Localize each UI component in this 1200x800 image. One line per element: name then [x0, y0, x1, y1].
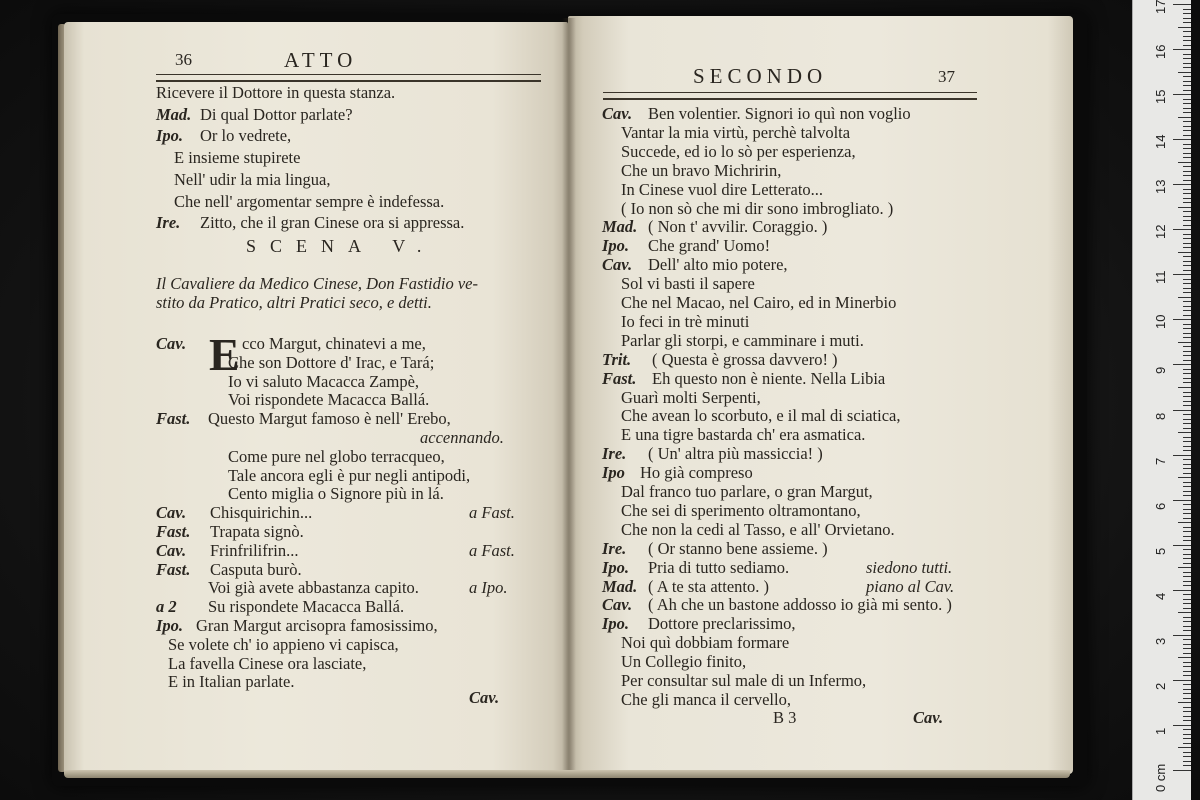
ruler-tick [1183, 369, 1191, 370]
ruler-tick [1178, 117, 1191, 118]
ruler-number: 14 [1153, 134, 1168, 150]
ruler-tick [1183, 581, 1191, 582]
ruler-tick [1183, 225, 1191, 226]
speaker-label: a 2 [156, 597, 177, 617]
ruler-tick [1183, 446, 1191, 447]
ruler-number: 15 [1153, 89, 1168, 105]
ruler-tick [1183, 392, 1191, 393]
ruler-tick [1183, 9, 1191, 10]
ruler-tick [1178, 162, 1191, 163]
ruler-tick [1183, 486, 1191, 487]
ruler-tick [1183, 720, 1191, 721]
ruler-number: 7 [1153, 457, 1168, 465]
verse-line: Noi quì dobbiam formare [621, 633, 790, 653]
verse-line: Gran Margut arcisopra famosissimo, [196, 616, 438, 635]
ruler-tick [1183, 626, 1191, 627]
ruler-tick [1173, 229, 1191, 230]
ruler-tick [1183, 639, 1191, 640]
speaker-label: Ire. [602, 444, 627, 464]
stage-aside: a Fast. [469, 503, 515, 523]
ruler-tick [1183, 13, 1191, 14]
ruler-tick [1183, 743, 1191, 744]
ruler-tick [1178, 207, 1191, 208]
verse-line: ( Un' altra più massiccia! ) [648, 444, 823, 464]
speaker-label: Ire. [156, 213, 181, 233]
ruler-tick [1183, 238, 1191, 239]
verse-line: Dell' alto mio potere, [648, 255, 788, 275]
ruler-tick [1178, 702, 1191, 703]
ruler-tick [1183, 373, 1191, 374]
ruler-tick [1183, 693, 1191, 694]
ruler-tick [1178, 477, 1191, 478]
speaker-label: Cav. [156, 503, 187, 523]
ruler-tick [1183, 193, 1191, 194]
ruler-tick [1183, 153, 1191, 154]
ruler-tick [1183, 554, 1191, 555]
catchword: Cav. [469, 688, 500, 707]
verse-line: Che nell' argomentar sempre è indefessa. [174, 191, 445, 211]
ruler-tick [1183, 67, 1191, 68]
ruler-tick [1178, 387, 1191, 388]
verse-line: Succede, ed io lo sò per esperienza, [621, 141, 856, 161]
verse-line: Pria di tutto sediamo. [648, 557, 790, 577]
ruler-tick [1183, 621, 1191, 622]
speaker-label: Ipo. [156, 126, 184, 146]
verse-line: Che grand' Uomo! [648, 236, 771, 256]
ruler-number: 6 [1153, 502, 1168, 510]
verse-line: Voi già avete abbastanza capito. [208, 578, 419, 598]
ruler-tick [1183, 171, 1191, 172]
speaker-label: Mad. [602, 217, 638, 237]
verse-line: Che son Dottore d' Irac, e Tará; [228, 352, 435, 372]
verse-line: Tale ancora egli è pur negli antipodi, [228, 465, 471, 485]
ruler-tick [1183, 301, 1191, 302]
verse-line: Che nel Macao, nel Cairo, ed in Minerbio [621, 293, 897, 312]
ruler-tick [1183, 148, 1191, 149]
ruler-tick [1183, 540, 1191, 541]
left-page [64, 22, 568, 774]
ruler-tick [1183, 756, 1191, 757]
verse-line: E insieme stupirete [174, 148, 301, 168]
ruler-number: 11 [1153, 270, 1168, 285]
ruler-tick [1183, 599, 1191, 600]
verse-line: cco Margut, chinatevi a me, [242, 334, 426, 353]
ruler-tick [1183, 310, 1191, 311]
ruler-tick [1173, 319, 1191, 320]
ruler-tick [1183, 85, 1191, 86]
ruler-tick [1183, 220, 1191, 221]
verse-line: Che non la cedi al Tasso, e all' Orvietano. [621, 519, 895, 539]
verse-line: Sol vi basti il sapere [621, 274, 755, 294]
ruler-tick [1183, 464, 1191, 465]
speaker-label: Ipo. [602, 614, 630, 634]
ruler-tick [1183, 405, 1191, 406]
ruler-tick [1183, 270, 1191, 271]
ruler-tick [1183, 328, 1191, 329]
ruler-number: 1 [1153, 727, 1168, 735]
ruler-number: 10 [1153, 314, 1168, 330]
ruler-tick [1183, 428, 1191, 429]
speaker-label: Fast. [602, 368, 637, 388]
speaker-label: Cav. [156, 334, 187, 353]
ruler-tick [1183, 54, 1191, 55]
speaker-label: Cav. [156, 540, 187, 560]
verse-line: In Cinese vuol dire Letterato... [621, 179, 824, 199]
speaker-label: Fast. [156, 559, 191, 579]
ruler-tick [1183, 576, 1191, 577]
verse-line: ( Ah che un bastone addosso io già mi sento. ) [648, 595, 952, 615]
speaker-label: Cav. [602, 104, 633, 123]
ruler-tick [1183, 135, 1191, 136]
ruler-number: 17 [1153, 0, 1168, 14]
ruler-tick [1178, 27, 1191, 28]
ruler-tick [1183, 175, 1191, 176]
verse-line: Guarì molti Serpenti, [621, 387, 761, 407]
ruler-tick [1183, 265, 1191, 266]
ruler-tick [1183, 531, 1191, 532]
ruler-tick [1173, 635, 1191, 636]
ruler-tick [1183, 630, 1191, 631]
speaker-label: Ipo [602, 463, 625, 483]
ruler-tick [1173, 410, 1191, 411]
verse-line: Io feci in trè minuti [621, 311, 750, 331]
ruler-tick [1183, 346, 1191, 347]
ruler-tick [1183, 594, 1191, 595]
ruler-tick [1183, 495, 1191, 496]
ruler-tick [1183, 333, 1191, 334]
ruler-number: 8 [1153, 412, 1168, 420]
ruler-tick [1178, 252, 1191, 253]
ruler-tick [1183, 18, 1191, 19]
ruler-tick [1183, 653, 1191, 654]
ruler-tick [1173, 139, 1191, 140]
ruler-tick [1178, 567, 1191, 568]
ruler-tick [1183, 90, 1191, 91]
ruler-tick [1173, 4, 1191, 5]
verse-line: La favella Cinese ora lasciate, [168, 653, 367, 673]
speaker-label: Ipo. [156, 616, 184, 635]
ruler-tick [1183, 671, 1191, 672]
verse-line: E una tigre bastarda ch' era asmatica. [621, 425, 866, 445]
ruler-tick [1183, 256, 1191, 257]
speaker-label: Fast. [156, 409, 191, 429]
ruler-tick [1183, 684, 1191, 685]
verse-line: ( Questa è grossa davvero! ) [652, 349, 838, 369]
catchword: Cav. [913, 708, 944, 727]
ruler-tick [1183, 414, 1191, 415]
ruler-tick [1183, 585, 1191, 586]
stage-direction: Il Cavaliere da Medico Cinese, Don Fastidio ve- [156, 274, 478, 293]
page-number: 37 [938, 67, 955, 86]
ruler-tick [1183, 315, 1191, 316]
verse-line: Cento miglia o Signore più in lá. [228, 484, 444, 504]
ruler-tick [1183, 126, 1191, 127]
ruler-tick [1183, 603, 1191, 604]
verse-line: Casputa burò. [210, 559, 302, 579]
ruler-tick [1183, 549, 1191, 550]
ruler-tick [1178, 522, 1191, 523]
ruler-tick [1183, 40, 1191, 41]
ruler-tick [1183, 247, 1191, 248]
ruler-tick [1183, 423, 1191, 424]
verse-line: Che un bravo Michririn, [621, 160, 782, 180]
ruler-tick [1178, 747, 1191, 748]
ruler-tick [1183, 45, 1191, 46]
speaker-label: Fast. [156, 522, 191, 541]
stage-direction: stito da Pratico, altri Pratici seco, e detti. [156, 293, 432, 312]
ruler-number: 3 [1153, 637, 1168, 645]
header-rule [156, 74, 541, 82]
book-gutter [562, 18, 576, 776]
verse-line: Dal franco tuo parlare, o gran Margut, [621, 482, 873, 501]
ruler-tick [1183, 419, 1191, 420]
ruler-tick [1183, 180, 1191, 181]
ruler-tick [1183, 234, 1191, 235]
ruler-tick [1183, 558, 1191, 559]
verse-line: Se volete ch' io appieno vi capisca, [168, 634, 399, 654]
ruler-tick [1178, 297, 1191, 298]
verse-line: Che sei di sperimento oltramontano, [621, 500, 861, 520]
verse-line: Trapata signò. [210, 522, 304, 541]
ruler-tick [1183, 689, 1191, 690]
ruler-number: 2 [1153, 682, 1168, 690]
ruler-tick [1178, 612, 1191, 613]
verse-line: Ho già compreso [640, 463, 753, 483]
ruler-tick [1183, 112, 1191, 113]
ruler-tick [1183, 761, 1191, 762]
ruler-tick [1183, 189, 1191, 190]
ruler-tick [1173, 770, 1191, 771]
stage-aside: a Ipo. [469, 578, 508, 598]
ruler-tick [1183, 121, 1191, 122]
ruler-tick [1183, 324, 1191, 325]
ruler-tick [1183, 608, 1191, 609]
ruler-tick [1183, 765, 1191, 766]
verse-line: Voi rispondete Macacca Ballá. [228, 390, 430, 410]
ruler-tick [1183, 450, 1191, 451]
ruler-tick [1173, 184, 1191, 185]
ruler-tick [1178, 342, 1191, 343]
stage-aside: piano al Cav. [866, 576, 955, 596]
ruler-tick [1183, 355, 1191, 356]
speaker-label: Ipo. [602, 236, 630, 256]
ruler-tick [1183, 698, 1191, 699]
ruler-tick [1183, 216, 1191, 217]
ruler-tick [1173, 274, 1191, 275]
ruler-tick [1183, 504, 1191, 505]
speaker-label: Trit. [602, 349, 632, 369]
ruler-tick [1183, 482, 1191, 483]
verse-line: Io vi saluto Macacca Zampè, [228, 371, 420, 391]
ruler-tick [1183, 108, 1191, 109]
verse-line: Un Collegio finito, [621, 652, 747, 672]
verse-line: Eh questo non è niente. Nella Libia [652, 368, 886, 388]
ruler-tick [1183, 675, 1191, 676]
ruler-tick [1183, 401, 1191, 402]
ruler-tick [1183, 31, 1191, 32]
ruler-tick [1173, 545, 1191, 546]
header-rule [603, 92, 977, 100]
ruler-tick [1183, 360, 1191, 361]
ruler-tick [1178, 72, 1191, 73]
verse-line: Per consultar sul male di un Infermo, [621, 671, 867, 690]
verse-line: Questo Margut famoso è nell' Erebo, [208, 409, 451, 429]
ruler-tick [1173, 680, 1191, 681]
ruler-tick [1183, 378, 1191, 379]
ruler-tick [1183, 22, 1191, 23]
verse-line: Che gli manca il cervello, [621, 689, 791, 709]
verse-line: ( Or stanno bene assieme. ) [648, 538, 828, 558]
ruler-tick [1183, 707, 1191, 708]
speaker-label: Ire. [602, 538, 627, 558]
ruler-tick [1183, 617, 1191, 618]
verse-line: ( Non t' avvilir. Coraggio. ) [648, 217, 828, 237]
ruler-tick [1183, 130, 1191, 131]
ruler-tick [1183, 198, 1191, 199]
verse-line: ( Io non sò che mi dir sono imbrogliato. ) [621, 198, 894, 218]
ruler-tick [1183, 63, 1191, 64]
verse-line: Chisquirichin... [210, 503, 313, 523]
ruler-tick [1183, 202, 1191, 203]
speaker-label: Mad. [602, 576, 638, 596]
ruler-tick [1183, 563, 1191, 564]
ruler-tick [1183, 473, 1191, 474]
ruler-unit-label: 0 cm [1153, 763, 1168, 792]
ruler-tick [1183, 382, 1191, 383]
ruler-tick [1173, 94, 1191, 95]
verse-line: E in Italian parlate. [168, 672, 295, 692]
ruler-tick [1183, 211, 1191, 212]
ruler-tick [1183, 648, 1191, 649]
verse-line: Che avean lo scorbuto, e il mal di sciatica, [621, 406, 901, 426]
ruler-tick [1183, 337, 1191, 338]
ruler-tick [1183, 738, 1191, 739]
ruler-tick [1173, 364, 1191, 365]
ruler-tick [1183, 518, 1191, 519]
verse-line: ( A te sta attento. ) [648, 576, 769, 596]
verse-line: Come pure nel globo terracqueo, [228, 446, 445, 466]
running-head: SECONDO [693, 64, 828, 88]
ruler-tick [1183, 491, 1191, 492]
ruler-tick [1173, 49, 1191, 50]
verse-line: Di qual Dottor parlate? [200, 104, 353, 124]
ruler-tick [1183, 157, 1191, 158]
ruler-tick [1183, 261, 1191, 262]
ruler-tick [1183, 292, 1191, 293]
ruler-tick [1178, 432, 1191, 433]
ruler-tick [1183, 729, 1191, 730]
verse-line: Vantar la mia virtù, perchè talvolta [621, 122, 851, 142]
verse-line: Parlar gli storpi, e camminare i muti. [621, 330, 864, 350]
signature-mark: B 3 [773, 708, 797, 727]
ruler-number: 16 [1153, 44, 1168, 60]
ruler-tick [1183, 752, 1191, 753]
stage-aside: accennando. [420, 428, 504, 447]
ruler-tick [1183, 513, 1191, 514]
ruler-tick [1183, 662, 1191, 663]
ruler-tick [1183, 283, 1191, 284]
ruler-tick [1183, 572, 1191, 573]
ruler-tick [1183, 468, 1191, 469]
speaker-label: Cav. [602, 595, 633, 615]
ruler-tick [1183, 666, 1191, 667]
ruler-tick [1183, 734, 1191, 735]
ruler-tick [1183, 536, 1191, 537]
ruler-tick [1173, 455, 1191, 456]
verse-line: Ricevere il Dottore in questa stanza. [156, 83, 396, 102]
running-head: ATTO [284, 48, 358, 72]
right-page [568, 16, 1073, 774]
verse-line: Ben volentier. Signori io quì non voglio [648, 104, 911, 123]
book-bottom-edge [64, 770, 1070, 778]
speaker-label: Cav. [602, 255, 633, 275]
ruler-number: 13 [1153, 179, 1168, 195]
speaker-label: Ipo. [602, 557, 630, 577]
ruler-number: 5 [1153, 547, 1168, 555]
ruler-tick [1183, 437, 1191, 438]
ruler-tick [1173, 725, 1191, 726]
measuring-ruler [1132, 0, 1191, 800]
ruler-tick [1183, 58, 1191, 59]
ruler-tick [1183, 99, 1191, 100]
scene-title: SCENA V. [246, 236, 436, 256]
verse-line: Su rispondete Macacca Ballá. [208, 597, 405, 617]
ruler-tick [1183, 144, 1191, 145]
ruler-tick [1183, 103, 1191, 104]
ruler-tick [1183, 279, 1191, 280]
ruler-tick [1183, 644, 1191, 645]
ruler-tick [1183, 716, 1191, 717]
ruler-number: 4 [1153, 592, 1168, 600]
drop-capital: E [209, 329, 240, 380]
speaker-label: Mad. [156, 104, 192, 124]
verse-line: Nell' udir la mia lingua, [174, 169, 331, 189]
ruler-tick [1183, 36, 1191, 37]
ruler-tick [1173, 590, 1191, 591]
ruler-tick [1183, 81, 1191, 82]
ruler-tick [1183, 306, 1191, 307]
verse-line: Dottore preclarissimo, [648, 614, 796, 634]
ruler-tick [1183, 459, 1191, 460]
ruler-tick [1183, 351, 1191, 352]
verse-line: Zitto, che il gran Cinese ora si appressa. [200, 213, 465, 233]
ruler-tick [1183, 509, 1191, 510]
ruler-tick [1178, 657, 1191, 658]
ruler-tick [1183, 243, 1191, 244]
verse-line: Or lo vedrete, [200, 126, 292, 146]
ruler-number: 12 [1153, 224, 1168, 240]
ruler-tick [1183, 441, 1191, 442]
stage-aside: a Fast. [469, 540, 515, 560]
stage-aside: siedono tutti. [866, 557, 953, 577]
ruler-tick [1183, 527, 1191, 528]
page-number: 36 [175, 50, 192, 69]
verse-line: Frinfrilifrin... [210, 540, 299, 560]
ruler-tick [1183, 288, 1191, 289]
ruler-tick [1183, 396, 1191, 397]
ruler-tick [1183, 711, 1191, 712]
ruler-tick [1183, 166, 1191, 167]
ruler-number: 9 [1153, 367, 1168, 375]
ruler-tick [1173, 500, 1191, 501]
ruler-tick [1183, 76, 1191, 77]
